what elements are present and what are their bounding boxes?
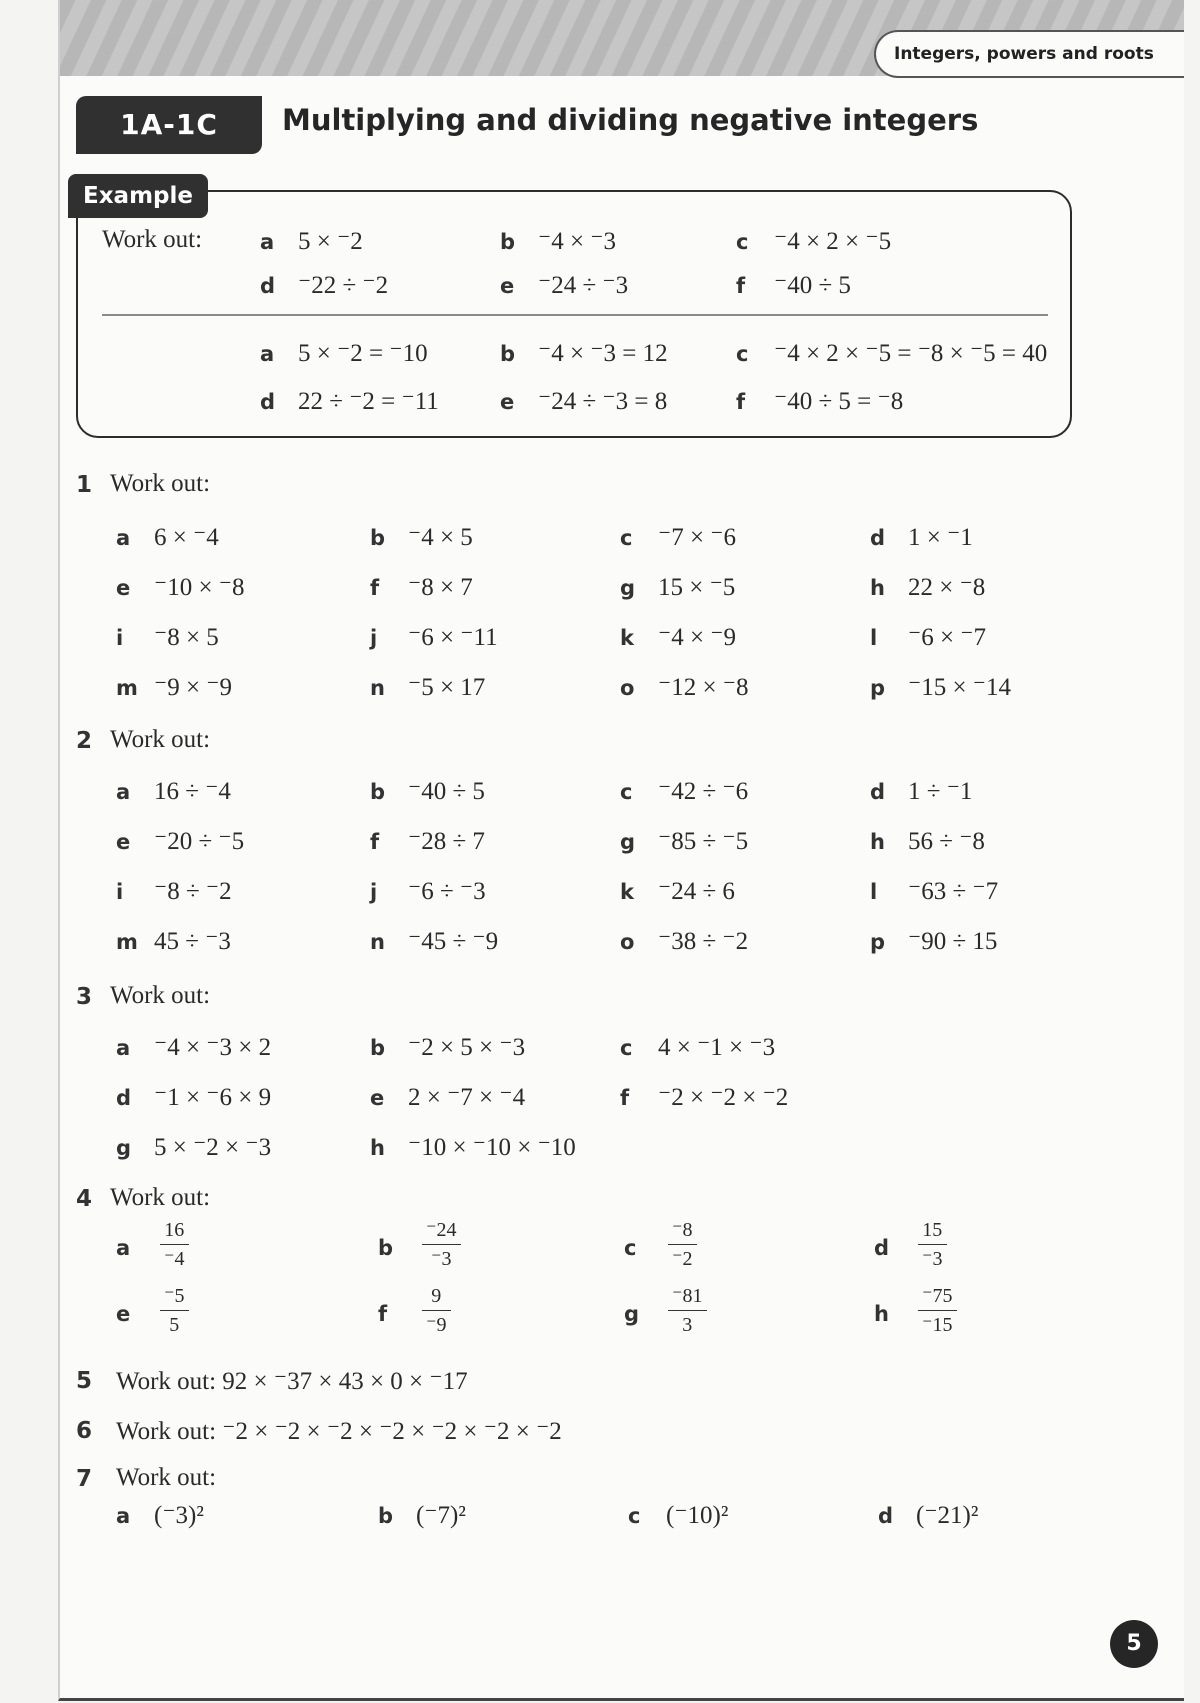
item-label: b: [378, 1504, 394, 1528]
fraction: [668, 1218, 697, 1271]
item-expression: 5 × ⁻2 × ⁻3: [154, 1134, 272, 1161]
question-item: [620, 672, 749, 702]
item-expression: 5 × ⁻2: [298, 228, 363, 255]
item-expression: ⁻63 ÷ ⁻7: [908, 878, 999, 905]
question-number: 3: [76, 984, 93, 1010]
item-label: b: [370, 780, 386, 804]
item-expression: ⁻10 × ⁻8: [154, 574, 245, 601]
fraction-denominator: 5: [169, 1314, 180, 1336]
item-expression: ⁻45 ÷ ⁻9: [408, 928, 499, 955]
question-item: [370, 572, 473, 602]
item-expression: ⁻4 × ⁻3: [538, 228, 616, 255]
item-expression: ⁻12 × ⁻8: [658, 674, 749, 701]
item-expression: 2 × ⁻7 × ⁻4: [408, 1084, 526, 1111]
question-number: 5: [76, 1368, 93, 1394]
example-question: [500, 270, 628, 300]
question-item: [370, 876, 486, 906]
question-item: [370, 522, 473, 552]
item-label: p: [870, 676, 886, 700]
example-question: [260, 226, 363, 256]
question-item: [870, 876, 998, 906]
item-expression: ⁻4 × ⁻9: [658, 624, 736, 651]
item-label: n: [370, 676, 385, 700]
question-item: [370, 926, 498, 956]
example-question: [736, 226, 891, 256]
fraction-bar: [422, 1244, 461, 1245]
item-label: d: [874, 1236, 890, 1260]
item-expression: ⁻6 × ⁻7: [908, 624, 986, 651]
example-answer: [736, 386, 903, 416]
question-item: [116, 572, 245, 602]
question-item: [620, 1032, 775, 1062]
fraction: [160, 1218, 189, 1271]
item-expression: 56 ÷ ⁻8: [908, 828, 985, 855]
question-number: 7: [76, 1466, 93, 1492]
item-label: e: [500, 274, 515, 298]
question-text: Work out:: [110, 982, 211, 1009]
item-expression: ⁻24 ÷ ⁻3 = 8: [538, 388, 668, 415]
fraction-numerator: 15: [922, 1219, 943, 1241]
item-label: g: [624, 1302, 640, 1326]
item-label: e: [116, 576, 131, 600]
item-expression: ⁻4 × 5: [408, 524, 473, 551]
item-label: b: [370, 1036, 386, 1060]
item-label: f: [378, 1302, 388, 1326]
textbook-page: [58, 0, 1184, 1701]
fraction-bar: [422, 1310, 451, 1311]
question-item: [116, 926, 231, 956]
item-expression: ⁻4 × 2 × ⁻5 = ⁻8 × ⁻5 = 40: [774, 340, 1048, 367]
fraction-denominator: ⁻4: [164, 1248, 185, 1270]
question-item: [370, 826, 485, 856]
question-item: [870, 826, 985, 856]
question-number: 1: [76, 472, 93, 498]
fraction-denominator: ⁻9: [426, 1314, 447, 1336]
item-expression: ⁻8 × 7: [408, 574, 473, 601]
question-item: [116, 1132, 271, 1162]
question-item: [870, 776, 972, 806]
item-expression: ⁻9 × ⁻9: [154, 674, 232, 701]
item-label: a: [260, 342, 275, 366]
item-label: a: [116, 780, 131, 804]
fraction-bar: [668, 1310, 707, 1311]
fraction: [918, 1284, 957, 1337]
question-text: Work out:: [110, 1184, 211, 1211]
item-label: d: [870, 780, 886, 804]
fraction-numerator: 16: [164, 1219, 185, 1241]
fraction-bar: [918, 1310, 957, 1311]
fraction-bar: [160, 1310, 189, 1311]
item-label: i: [116, 880, 124, 904]
item-label: h: [870, 576, 885, 600]
item-label: a: [116, 526, 131, 550]
fraction: [422, 1218, 461, 1271]
item-label: a: [116, 1504, 131, 1528]
item-label: j: [370, 626, 378, 650]
item-expression: ⁻90 ÷ 15: [908, 928, 998, 955]
fraction-numerator: ⁻81: [672, 1285, 703, 1307]
item-expression: 4 × ⁻1 × ⁻3: [658, 1034, 776, 1061]
item-label: c: [736, 342, 749, 366]
question-item: [116, 522, 219, 552]
item-label: a: [116, 1236, 131, 1260]
item-label: k: [620, 880, 634, 904]
item-expression: ⁻40 ÷ 5 = ⁻8: [774, 388, 904, 415]
example-tab: Example: [68, 174, 208, 218]
item-expression: 1 × ⁻1: [908, 524, 973, 551]
item-expression: ⁻85 ÷ ⁻5: [658, 828, 749, 855]
item-expression: ⁻24 ÷ ⁻3: [538, 272, 629, 299]
fraction-numerator: 9: [431, 1285, 442, 1307]
item-label: f: [370, 576, 380, 600]
question-item: [116, 1082, 271, 1112]
fraction-denominator: 3: [682, 1314, 693, 1336]
item-expression: ⁻8 ÷ ⁻2: [154, 878, 232, 905]
example-intro: Work out:: [102, 226, 203, 253]
item-label: b: [500, 342, 516, 366]
item-expression: ⁻38 ÷ ⁻2: [658, 928, 749, 955]
question-item: [620, 776, 748, 806]
item-expression: ⁻4 × ⁻3 × 2: [154, 1034, 272, 1061]
item-label: d: [116, 1086, 132, 1110]
item-label: c: [736, 230, 749, 254]
question-item: [620, 622, 736, 652]
item-label: g: [620, 830, 636, 854]
item-expression: 16 ÷ ⁻4: [154, 778, 231, 805]
page-number: 5: [1110, 1620, 1158, 1668]
question-item: [620, 1082, 788, 1112]
item-label: i: [116, 626, 124, 650]
item-label: f: [736, 390, 746, 414]
item-label: b: [500, 230, 516, 254]
item-label: c: [620, 780, 633, 804]
item-label: l: [870, 626, 878, 650]
item-label: h: [870, 830, 885, 854]
fraction: [160, 1284, 189, 1337]
fraction-denominator: ⁻15: [922, 1314, 953, 1336]
fraction-numerator: ⁻5: [164, 1285, 185, 1307]
item-label: d: [260, 274, 276, 298]
question-item: [378, 1500, 466, 1530]
question-number: 2: [76, 728, 93, 754]
item-expression: 22 ÷ ⁻2 = ⁻11: [298, 388, 439, 415]
item-expression: ⁻42 ÷ ⁻6: [658, 778, 749, 805]
item-label: g: [620, 576, 636, 600]
question-item: [620, 572, 735, 602]
lesson-code-badge: 1A-1C: [76, 96, 262, 154]
fraction-numerator: ⁻24: [426, 1219, 457, 1241]
item-expression: (⁻21)²: [916, 1502, 979, 1529]
fraction-numerator: ⁻8: [672, 1219, 693, 1241]
example-answer: [260, 386, 439, 416]
item-label: d: [878, 1504, 894, 1528]
question-number: 6: [76, 1418, 93, 1444]
fraction: [668, 1284, 707, 1337]
question-item: [370, 1032, 525, 1062]
item-expression: ⁻8 × 5: [154, 624, 219, 651]
question-item: [370, 1082, 525, 1112]
item-label: f: [370, 830, 380, 854]
item-label: c: [620, 1036, 633, 1060]
item-expression: ⁻1 × ⁻6 × 9: [154, 1084, 272, 1111]
fraction-denominator: ⁻3: [922, 1248, 943, 1270]
chapter-title: Integers, powers and roots: [874, 30, 1184, 78]
item-label: d: [260, 390, 276, 414]
question-item: [370, 622, 498, 652]
item-expression: 1 ÷ ⁻1: [908, 778, 973, 805]
item-expression: ⁻7 × ⁻6: [658, 524, 736, 551]
item-label: e: [116, 1302, 131, 1326]
item-label: e: [370, 1086, 385, 1110]
question-item: [620, 926, 748, 956]
fraction-denominator: ⁻3: [431, 1248, 452, 1270]
fraction: [918, 1218, 947, 1271]
fraction-bar: [668, 1244, 697, 1245]
item-label: g: [116, 1136, 132, 1160]
example-answer: [260, 338, 428, 368]
question-text: Work out:: [110, 726, 211, 753]
fraction-denominator: ⁻2: [672, 1248, 693, 1270]
item-expression: ⁻2 × ⁻2 × ⁻2: [658, 1084, 789, 1111]
question-item: [116, 622, 219, 652]
item-label: e: [116, 830, 131, 854]
item-label: b: [370, 526, 386, 550]
question-item: [116, 672, 232, 702]
lesson-title: Multiplying and dividing negative integers: [282, 103, 979, 137]
item-expression: 22 × ⁻8: [908, 574, 986, 601]
question-item: [116, 1032, 271, 1062]
item-label: p: [870, 930, 886, 954]
example-question: [500, 226, 616, 256]
item-expression: (⁻7)²: [416, 1502, 466, 1529]
example-answer: [500, 386, 667, 416]
example-question: [260, 270, 388, 300]
fraction: [422, 1284, 451, 1337]
item-label: d: [870, 526, 886, 550]
item-label: a: [260, 230, 275, 254]
item-label: l: [870, 880, 878, 904]
item-expression: ⁻6 × ⁻11: [408, 624, 498, 651]
item-label: b: [378, 1236, 394, 1260]
fraction-bar: [918, 1244, 947, 1245]
item-expression: ⁻20 ÷ ⁻5: [154, 828, 245, 855]
item-expression: ⁻6 ÷ ⁻3: [408, 878, 486, 905]
fraction-numerator: ⁻75: [922, 1285, 953, 1307]
item-label: h: [874, 1302, 889, 1326]
question-number: 4: [76, 1186, 93, 1212]
item-label: h: [370, 1136, 385, 1160]
item-expression: ⁻10 × ⁻10 × ⁻10: [408, 1134, 576, 1161]
fraction-bar: [160, 1244, 189, 1245]
example-answer: [500, 338, 668, 368]
item-label: k: [620, 626, 634, 650]
item-label: c: [620, 526, 633, 550]
item-expression: ⁻4 × 2 × ⁻5: [774, 228, 892, 255]
item-label: o: [620, 676, 635, 700]
question-item: [370, 672, 485, 702]
item-expression: 15 × ⁻5: [658, 574, 736, 601]
item-expression: (⁻10)²: [666, 1502, 729, 1529]
item-expression: ⁻28 ÷ 7: [408, 828, 485, 855]
question-item: [870, 926, 997, 956]
question-item: [116, 1500, 204, 1530]
item-label: o: [620, 930, 635, 954]
item-expression: 6 × ⁻4: [154, 524, 219, 551]
item-label: a: [116, 1036, 131, 1060]
question-item: [370, 776, 485, 806]
question-text: Work out:: [116, 1464, 217, 1491]
item-expression: ⁻40 ÷ 5: [408, 778, 485, 805]
item-expression: 45 ÷ ⁻3: [154, 928, 231, 955]
item-label: j: [370, 880, 378, 904]
question-item: [870, 622, 986, 652]
item-label: e: [500, 390, 515, 414]
item-expression: ⁻40 ÷ 5: [774, 272, 851, 299]
question-item: [870, 672, 1011, 702]
item-expression: ⁻5 × 17: [408, 674, 486, 701]
question-item: [116, 826, 244, 856]
question-item: [620, 826, 748, 856]
question-item: [870, 572, 985, 602]
item-expression: ⁻24 ÷ 6: [658, 878, 735, 905]
question-text: Work out: ⁻2 × ⁻2 × ⁻2 × ⁻2 × ⁻2 × ⁻2 × ⁻2: [116, 1418, 562, 1445]
question-item: [116, 776, 231, 806]
item-label: c: [628, 1504, 641, 1528]
item-expression: ⁻2 × 5 × ⁻3: [408, 1034, 526, 1061]
item-expression: ⁻4 × ⁻3 = 12: [538, 340, 668, 367]
question-item: [878, 1500, 978, 1530]
question-item: [870, 522, 973, 552]
example-question: [736, 270, 851, 300]
item-label: f: [736, 274, 746, 298]
item-expression: ⁻15 × ⁻14: [908, 674, 1011, 701]
item-label: m: [116, 930, 138, 954]
item-expression: ⁻22 ÷ ⁻2: [298, 272, 389, 299]
question-item: [370, 1132, 576, 1162]
example-divider: [102, 314, 1048, 316]
item-label: m: [116, 676, 138, 700]
item-label: f: [620, 1086, 630, 1110]
item-label: n: [370, 930, 385, 954]
question-item: [116, 876, 232, 906]
example-answer: [736, 338, 1047, 368]
question-text: Work out: 92 × ⁻37 × 43 × 0 × ⁻17: [116, 1368, 468, 1395]
item-label: c: [624, 1236, 637, 1260]
item-expression: 5 × ⁻2 = ⁻10: [298, 340, 428, 367]
question-item: [620, 522, 736, 552]
question-item: [620, 876, 735, 906]
question-text: Work out:: [110, 470, 211, 497]
question-item: [628, 1500, 728, 1530]
item-expression: (⁻3)²: [154, 1502, 204, 1529]
